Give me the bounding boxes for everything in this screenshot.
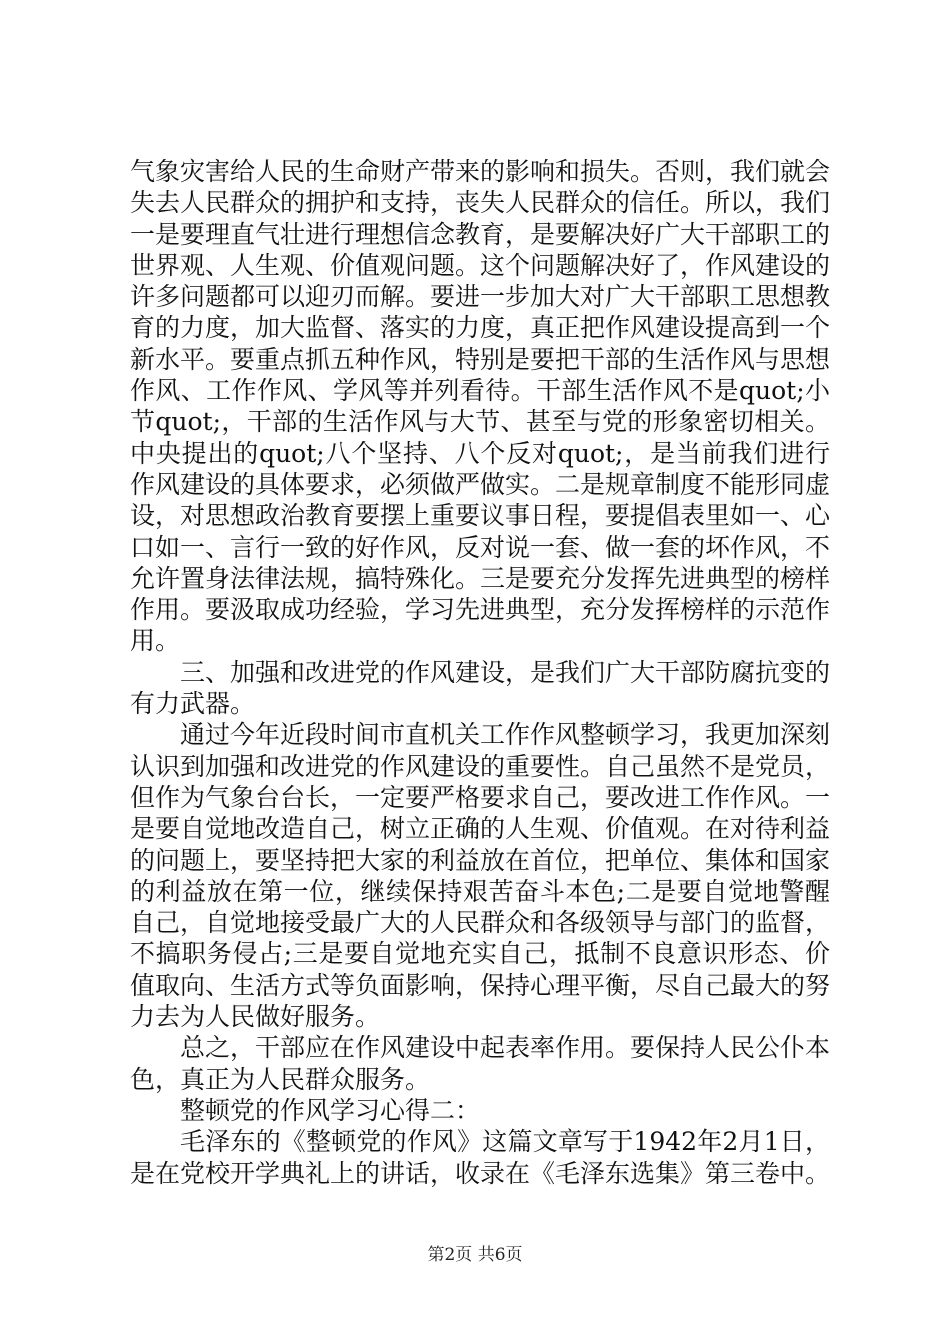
document-body xyxy=(130,156,830,1189)
page-number-footer: 第2页 共6页 xyxy=(427,1245,523,1265)
paragraph-2: 三、加强和改进党的作风建设，是我们广大干部防腐抗变的有力武器。 xyxy=(130,657,831,719)
paragraph-1: 气象灾害给人民的生命财产带来的影响和损失。否则，我们就会失去人民群众的拥护和支持，丧失人民群众的信任。所以，我们一是要理直气壮进行理想信念教育，是要解决好广大干部职工的世界观、人生观、价值观问题。这个问题解决好了，作风建设的许多问题都可以迎刃而解。要进一步加大对广大干部职工思想教育的力度，加大监督、落实的力度，真正把作风建设提高到一个新水平。要重点抓五种作风，特别是要把干部的生活作风与思想作风、工作作风、学风等并列看待。干部生活作风不是quot;小节quot;，干部的生活作风与大节、甚至与党的形象密切相关。中央提出的quot;八个坚持、八个反对quot;，是当前我们进行作风建设的具体要求，必须做严做实。二是规章制度不能形同虚设，对思想政治教育要摆上重要议事日程，要提倡表里如一、心口如一、言行一致的好作风，反对说一套、做一套的坏作风，不允许置身法律法规，搞特殊化。三是要充分发挥先进典型的榜样作用。要汲取成功经验，学习先进典型，充分发挥榜样的示范作用。 xyxy=(130,157,831,656)
paragraph-5: 整顿党的作风学习心得二： xyxy=(180,1095,481,1125)
paragraph-4: 总之，干部应在作风建设中起表率作用。要保持人民公仆本色，真正为人民群众服务。 xyxy=(130,1033,831,1094)
paragraph-6: 毛泽东的《整顿党的作风》这篇文章写于1942年2月1日，是在党校开学典礼上的讲话，收录在《毛泽东选集》第三卷中。 xyxy=(130,1127,831,1188)
paragraph-3: 通过今年近段时间市直机关工作作风整顿学习，我更加深刻认识到加强和改进党的作风建设的重要性。自己虽然不是党员，但作为气象台台长，一定要严格要求自己，要改进工作作风。一是要自觉地改造自己，树立正确的人生观、价值观。在对待利益的问题上，要坚持把大家的利益放在首位，把单位、集体和国家的利益放在第一位，继续保持艰苦奋斗本色;二是要自觉地警醒自己，自觉地接受最广大的人民群众和各级领导与部门的监督，不搞职务侵占;三是要自觉地充实自己，抵制不良意识形态、价值取向、生活方式等负面影响，保持心理平衡，尽自己最大的努力去为人民做好服务。 xyxy=(130,720,831,1032)
